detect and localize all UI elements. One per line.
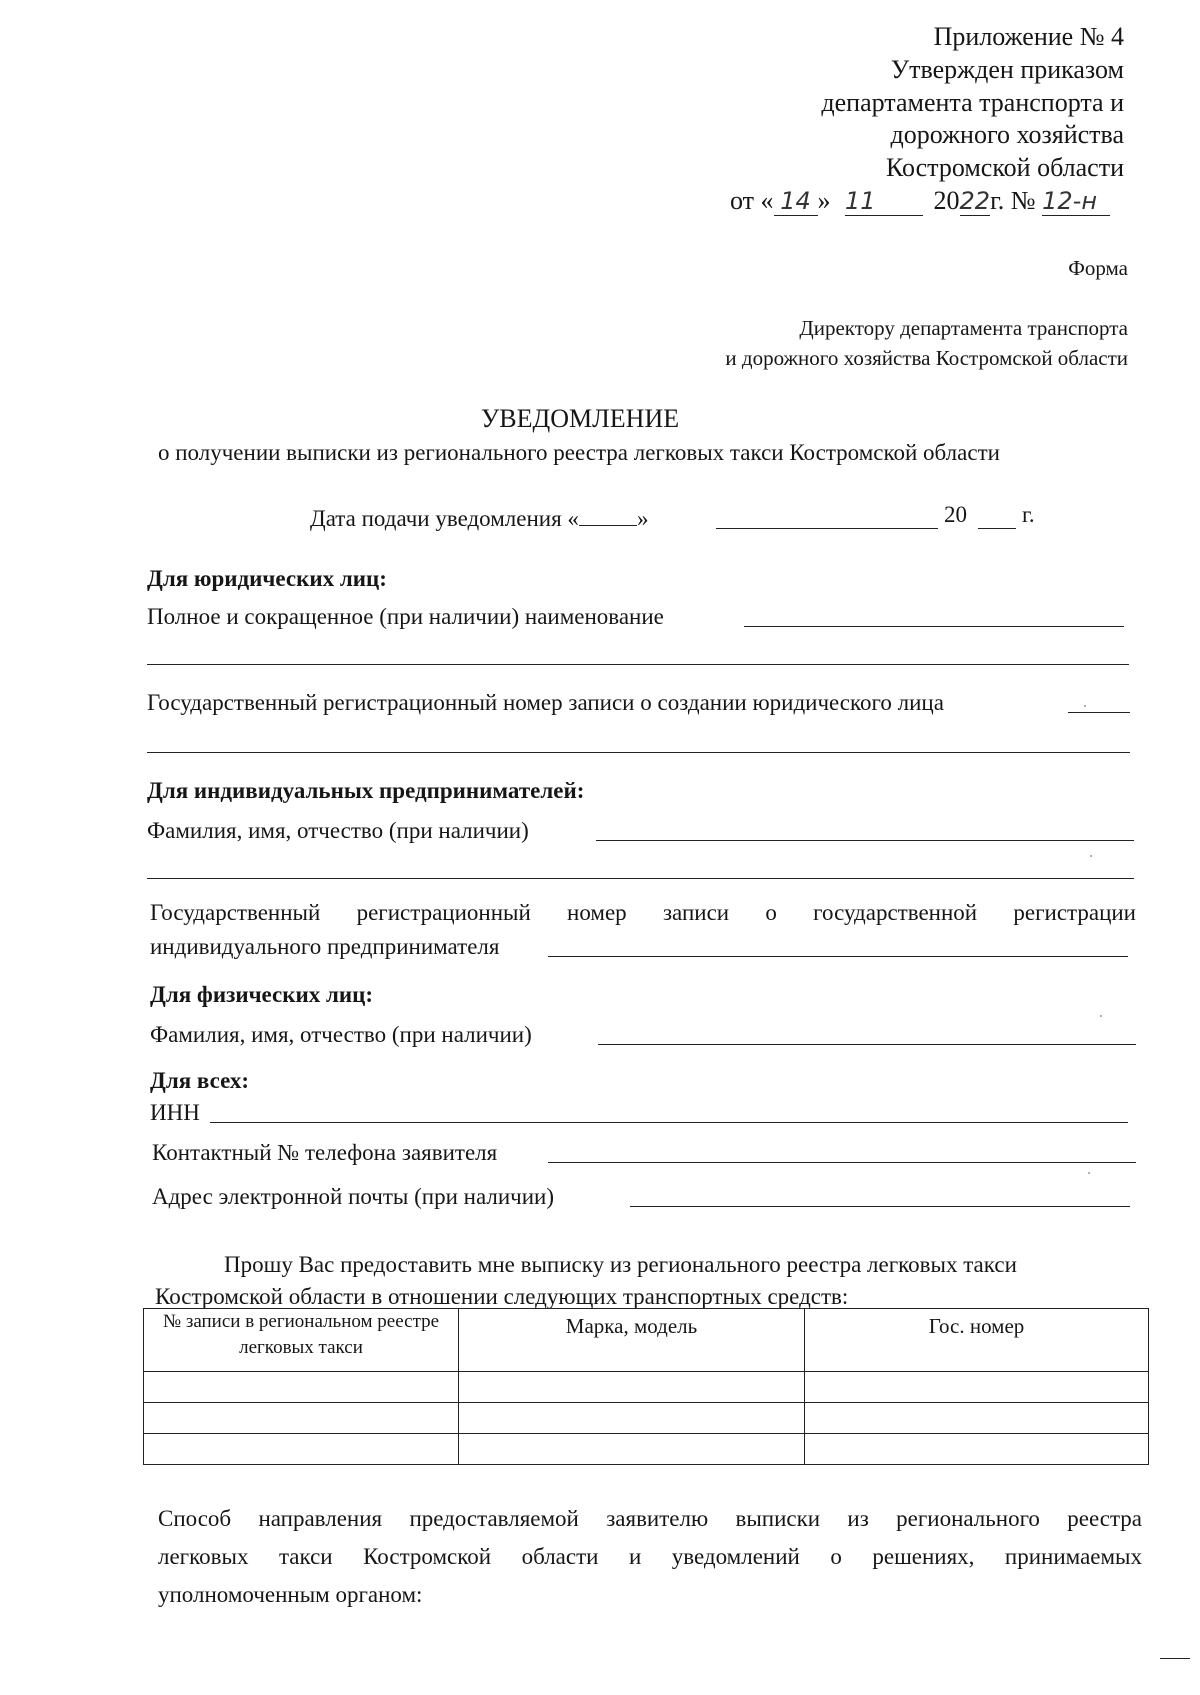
scan-speck: [1090, 855, 1092, 857]
table-cell[interactable]: [459, 1403, 805, 1434]
entrepreneur-fio-field[interactable]: [596, 840, 1134, 841]
submission-year-field[interactable]: [978, 528, 1016, 529]
table-cell[interactable]: [144, 1403, 459, 1434]
ogrnip-label-line-1: Государственный регистрационный номер записи о государственной регистрации: [150, 900, 1136, 925]
approved-by-order: Утвержден приказом: [890, 55, 1124, 84]
submission-day-field[interactable]: [579, 507, 637, 526]
inn-label: ИНН: [150, 1100, 200, 1125]
column-header-make-model: Марка, модель: [459, 1309, 805, 1372]
individual-fio-label: Фамилия, имя, отчество (при наличии): [150, 1022, 532, 1047]
table-cell[interactable]: [144, 1434, 459, 1465]
order-date-day: 14: [774, 187, 818, 216]
table-cell[interactable]: [459, 1372, 805, 1403]
phone-field[interactable]: [548, 1162, 1136, 1163]
table-row: [144, 1434, 1149, 1465]
submission-date-close-quote: »: [636, 506, 649, 531]
ogrn-label: Государственный регистрационный номер записи о создании юридического лица: [147, 690, 944, 715]
column-header-registry-number: № записи в региональном реестре легковых такси: [144, 1309, 459, 1372]
department-line-2: дорожного хозяйства: [890, 120, 1124, 149]
table-cell[interactable]: [805, 1372, 1149, 1403]
document-subtitle: о получении выписки из регионального реестра легковых такси Костромской области: [158, 440, 1000, 465]
submission-month-field[interactable]: [716, 528, 938, 529]
ogrn-field-continued[interactable]: [147, 752, 1130, 753]
order-date-month: 11: [845, 187, 923, 216]
document-title: УВЕДОМЛЕНИЕ: [480, 404, 680, 433]
submission-year-prefix: 20: [944, 502, 967, 527]
order-date-prefix: от «: [730, 186, 774, 215]
scan-speck: [1084, 705, 1086, 707]
delivery-method-line-1: Способ направления предоставляемой заявителю выписки из регионального реестра: [158, 1506, 1142, 1531]
appendix-number: Приложение № 4: [933, 22, 1124, 51]
email-field[interactable]: [630, 1206, 1130, 1207]
delivery-method-line-2: легковых такси Костромской области и уведомлений о решениях, принимаемых: [158, 1544, 1142, 1569]
inn-field[interactable]: [210, 1122, 1128, 1123]
table-row: [144, 1372, 1149, 1403]
request-line-2: Костромской области в отношении следующих транспортных средств:: [155, 1284, 849, 1309]
order-date-line: [730, 186, 1110, 216]
legal-entities-heading: Для юридических лиц:: [147, 566, 387, 591]
phone-label: Контактный № телефона заявителя: [152, 1140, 498, 1165]
scan-edge-mark: [1160, 1658, 1190, 1659]
order-year: 22: [959, 187, 991, 215]
table-cell[interactable]: [805, 1403, 1149, 1434]
submission-date-label-text: Дата подачи уведомления «: [310, 506, 579, 531]
order-number-label: г. №: [990, 186, 1036, 215]
entrepreneur-fio-field-continued[interactable]: [147, 878, 1134, 879]
vehicle-table: [143, 1308, 1149, 1465]
ogrnip-label-line-2: индивидуального предпринимателя: [150, 934, 500, 959]
department-line-3: Костромской области: [885, 153, 1124, 182]
delivery-method-line-3: уполномоченным органом:: [158, 1582, 423, 1607]
ogrn-field[interactable]: [1068, 712, 1130, 713]
full-name-field[interactable]: [744, 626, 1124, 627]
column-header-plate-number: Гос. номер: [805, 1309, 1149, 1372]
full-name-field-continued[interactable]: [147, 664, 1129, 665]
table-row: [144, 1403, 1149, 1434]
email-label: Адрес электронной почты (при наличии): [152, 1184, 554, 1209]
individual-fio-field[interactable]: [598, 1044, 1136, 1045]
table-cell[interactable]: [805, 1434, 1149, 1465]
form-label: Форма: [1068, 256, 1128, 280]
scan-speck: [1088, 1172, 1090, 1174]
addressee-line-2: и дорожного хозяйства Костромской области: [725, 346, 1128, 370]
scan-speck: [1100, 1015, 1102, 1017]
addressee-line-1: Директору департамента транспорта: [799, 316, 1128, 340]
all-heading: Для всех:: [150, 1068, 250, 1093]
request-line-1: Прошу Вас предоставить мне выписку из регионального реестра легковых такси: [224, 1252, 1017, 1277]
department-line-1: департамента транспорта и: [821, 88, 1124, 117]
table-cell[interactable]: [459, 1434, 805, 1465]
ogrnip-field[interactable]: [548, 956, 1128, 957]
submission-date-label: [310, 506, 648, 532]
order-date-quote: »: [817, 186, 831, 215]
submission-year-suffix: г.: [1022, 502, 1035, 527]
individuals-heading: Для физических лиц:: [150, 982, 374, 1007]
vehicle-table-header-row: [144, 1309, 1149, 1372]
full-name-label: Полное и сокращенное (при наличии) наименование: [147, 604, 664, 629]
table-cell[interactable]: [144, 1372, 459, 1403]
order-year-prefix: 20: [933, 186, 960, 215]
entrepreneurs-heading: Для индивидуальных предпринимателей:: [147, 778, 585, 803]
order-number: 12-н: [1042, 187, 1110, 216]
entrepreneur-fio-label: Фамилия, имя, отчество (при наличии): [147, 818, 529, 843]
